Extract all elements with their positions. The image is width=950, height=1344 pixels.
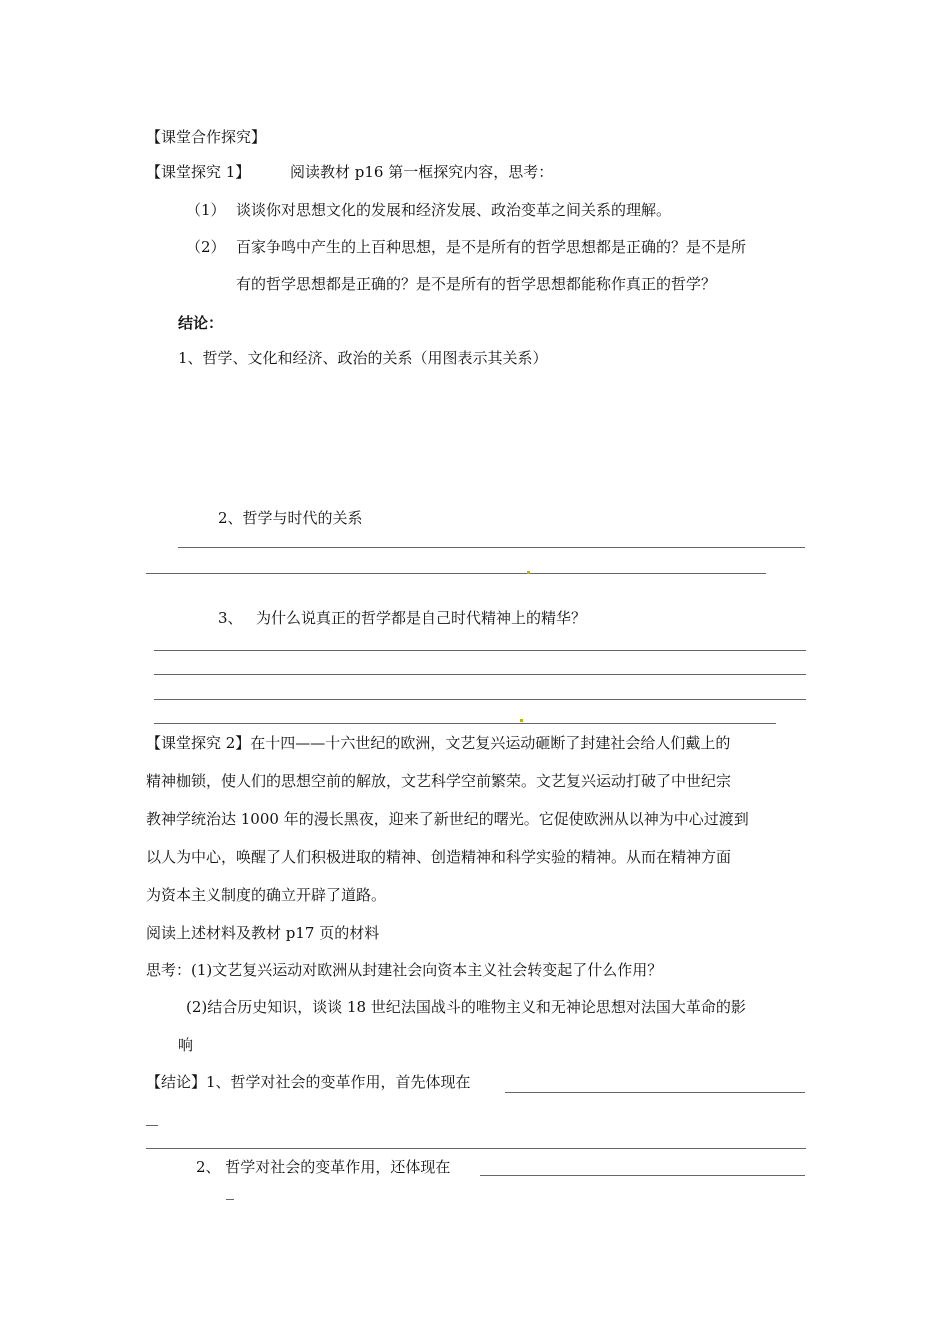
inquiry2-paragraph-line4: 以人为中心，唤醒了人们积极进取的精神、创造精神和科学实验的精神。从而在精神方面	[146, 848, 732, 866]
question1-number: （1）	[186, 201, 226, 219]
answer-line[interactable]	[146, 573, 766, 574]
answer-line[interactable]	[505, 1092, 805, 1093]
marker-dot	[520, 719, 523, 722]
inquiry1-label: 【课堂探究 1】	[146, 163, 251, 181]
answer-line[interactable]	[146, 1125, 158, 1126]
question1-text: 谈谈你对思想文化的发展和经济发展、政治变革之间关系的理解。	[236, 201, 672, 219]
final-conclusion-2: 2、 哲学对社会的变革作用，还体现在	[196, 1158, 451, 1176]
answer-line[interactable]	[178, 547, 805, 548]
answer-line[interactable]	[154, 699, 806, 700]
conclusion-item-3-number: 3、	[218, 609, 243, 627]
think-question-1: 思考：(1)文艺复兴运动对欧洲从封建社会向资本主义社会转变起了什么作用？	[146, 961, 663, 979]
inquiry1-prompt: 阅读教材 p16 第一框探究内容，思考：	[290, 163, 554, 181]
conclusion-item-3-text: 为什么说真正的哲学都是自己时代精神上的精华？	[256, 609, 587, 627]
conclusion-label: 结论：	[178, 314, 224, 332]
conclusion-item-2: 2、哲学与时代的关系	[218, 509, 363, 527]
answer-line[interactable]	[154, 723, 776, 724]
question2-number: （2）	[186, 238, 226, 256]
answer-line[interactable]	[480, 1175, 805, 1176]
think-question-2-line1: (2)结合历史知识，谈谈 18 世纪法国战斗的唯物主义和无神论思想对法国大革命的影	[186, 998, 746, 1016]
think-question-2-line2: 响	[178, 1036, 194, 1054]
inquiry2-paragraph-line3: 教神学统治达 1000 年的漫长黑夜，迎来了新世纪的曙光。它促使欧洲从以神为中心过渡到	[146, 810, 749, 828]
inquiry2-paragraph-line5: 为资本主义制度的确立开辟了道路。	[146, 886, 387, 904]
reading-instruction: 阅读上述材料及教材 p17 页的材料	[146, 924, 380, 942]
answer-line[interactable]	[226, 1199, 234, 1200]
inquiry2-paragraph-line2: 精神枷锁，使人们的思想空前的解放，文艺科学空前繁荣。文艺复兴运动打破了中世纪宗	[146, 772, 732, 790]
conclusion-item-1: 1、哲学、文化和经济、政治的关系（用图表示其关系）	[178, 349, 548, 367]
question2-line1: 百家争鸣中产生的上百种思想，是不是所有的哲学思想都是正确的？是不是所	[236, 238, 747, 256]
section-heading: 【课堂合作探究】	[146, 128, 267, 146]
answer-line[interactable]	[146, 1148, 806, 1149]
final-conclusion-1: 【结论】1、哲学对社会的变革作用，首先体现在	[146, 1073, 471, 1091]
inquiry2-paragraph-line1: 【课堂探究 2】在十四——十六世纪的欧洲，文艺复兴运动砸断了封建社会给人们戴上的	[146, 734, 731, 752]
marker-dot	[527, 571, 530, 574]
answer-line[interactable]	[154, 674, 806, 675]
answer-line[interactable]	[154, 650, 806, 651]
question2-line2: 有的哲学思想都是正确的？是不是所有的哲学思想都能称作真正的哲学？	[236, 275, 717, 293]
